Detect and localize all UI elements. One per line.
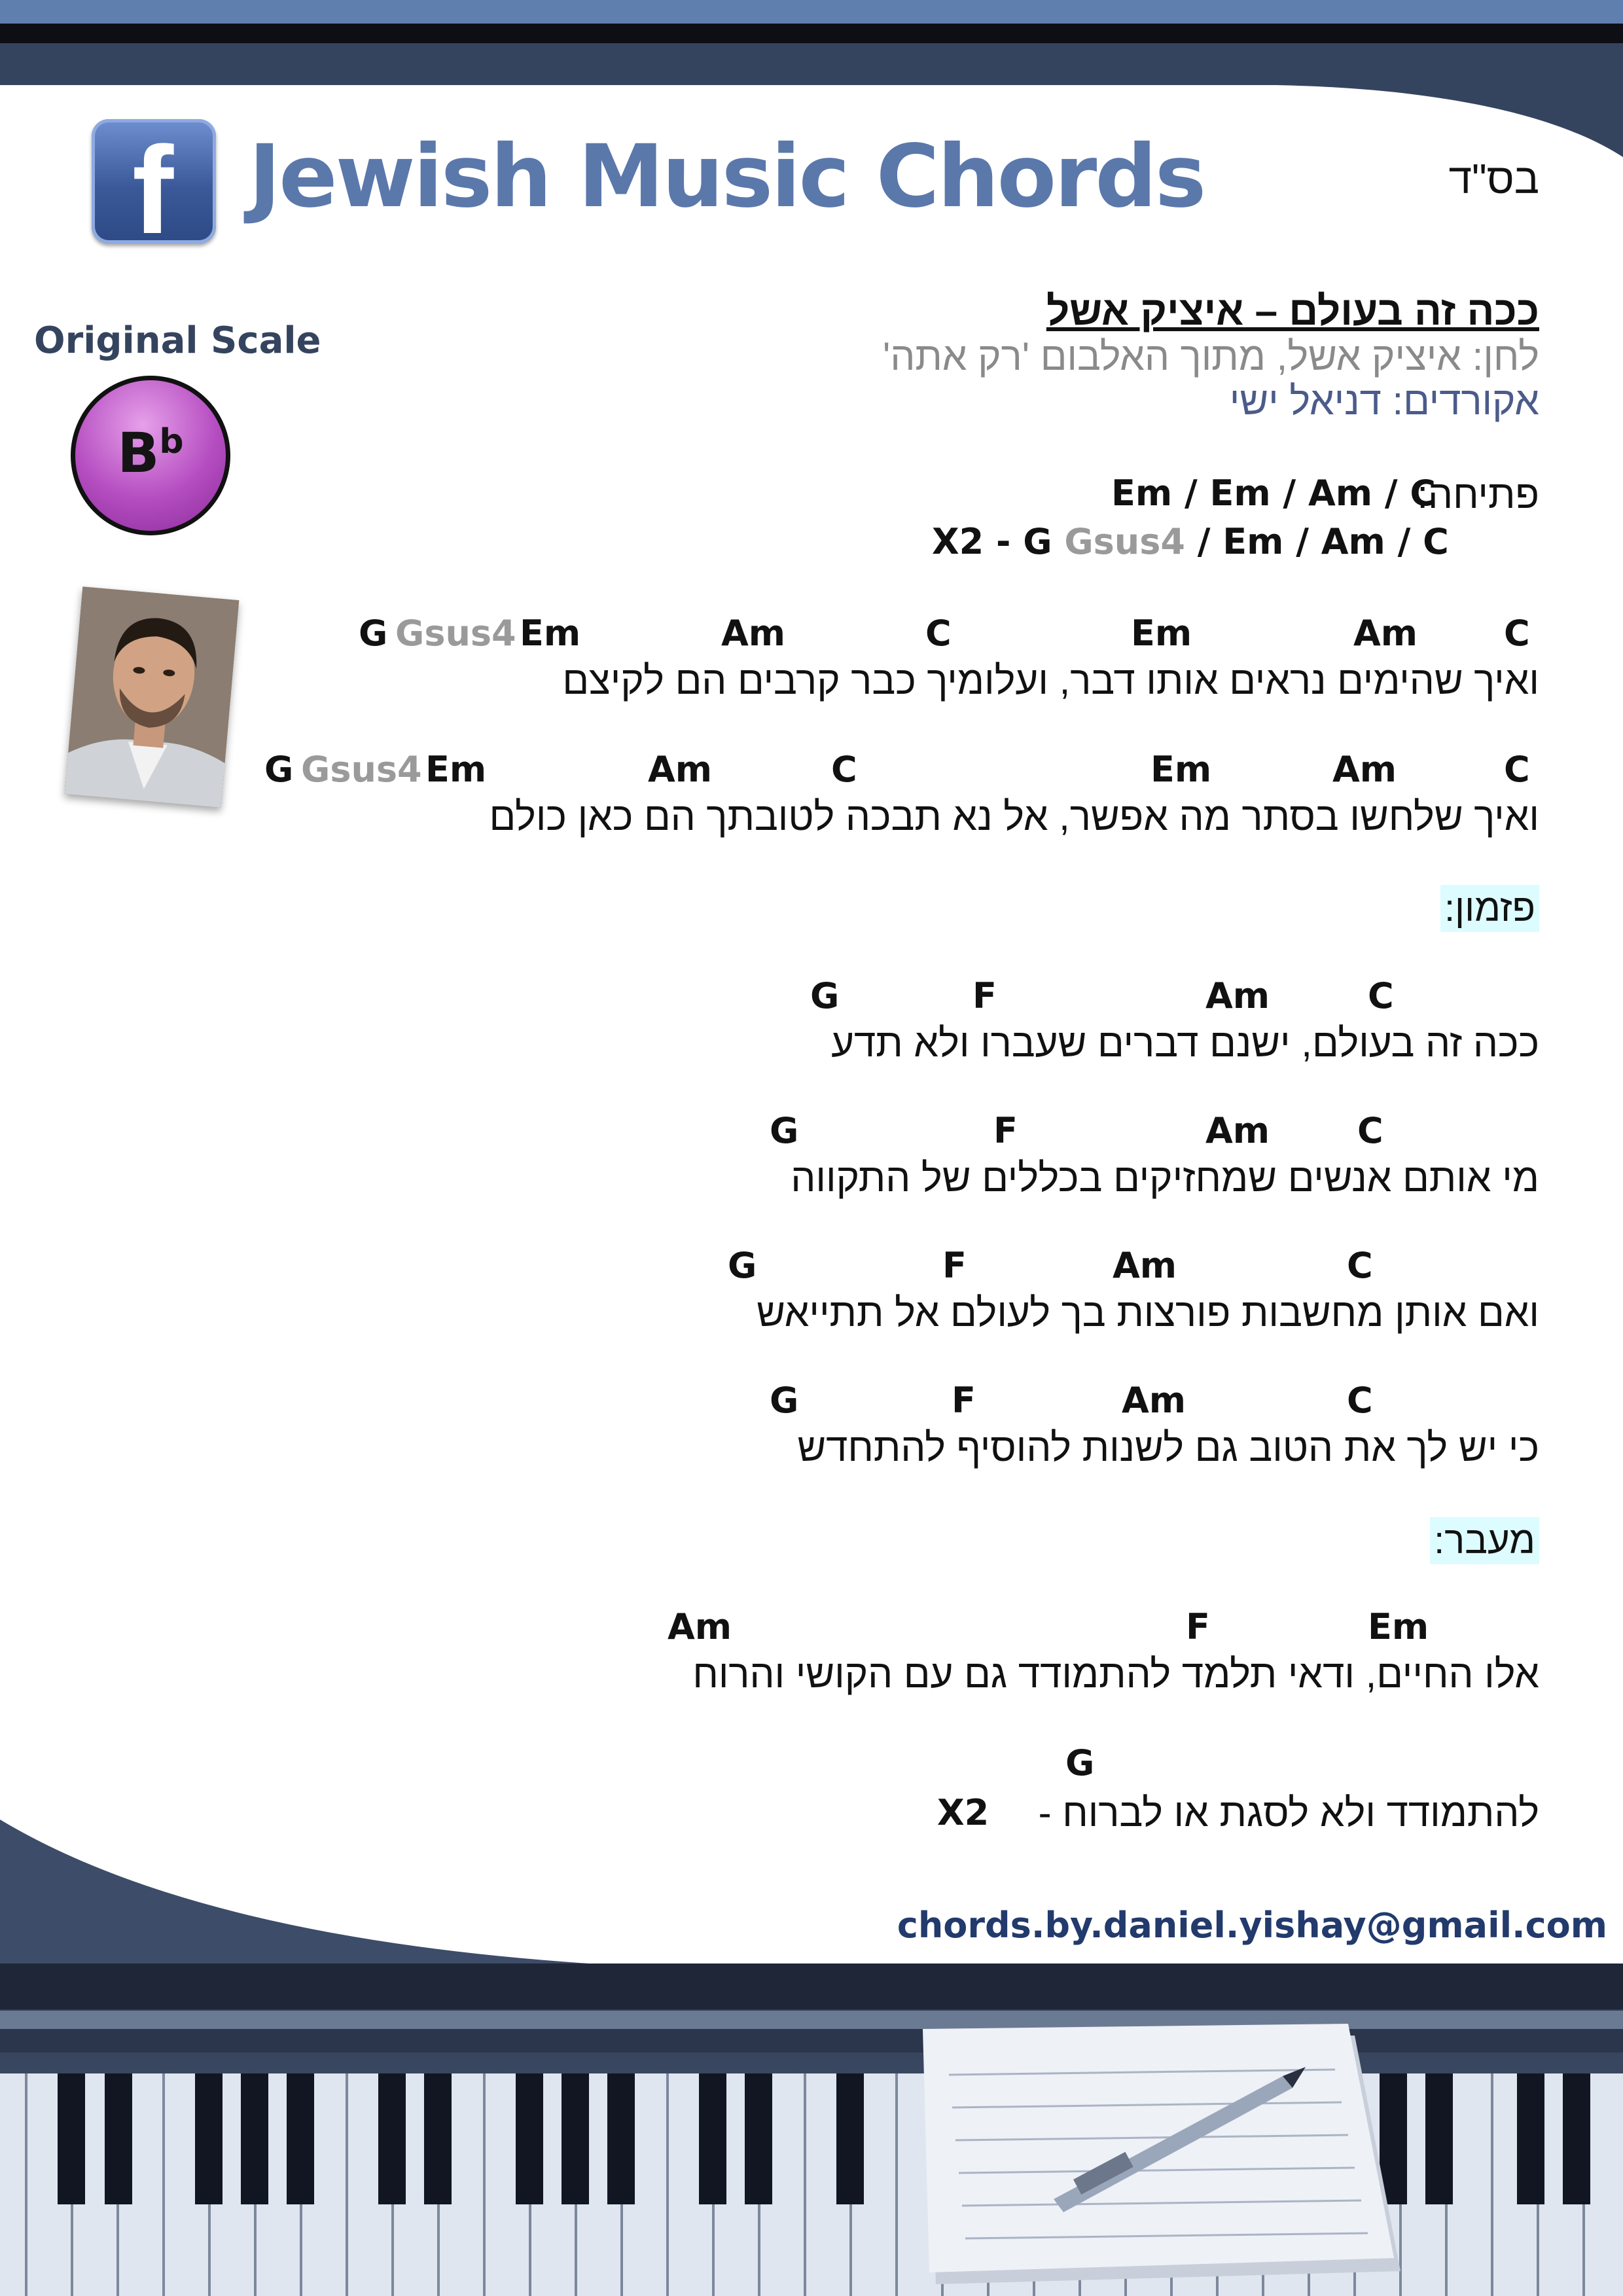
chord: Em: [1150, 749, 1212, 790]
chorus-lyric-4: כי יש לך את הטוב גם לשנות להוסיף להתחדש: [797, 1426, 1539, 1469]
chord: G: [770, 1380, 799, 1421]
bridge-repeat-mark: X2: [937, 1792, 990, 1833]
bsd-mark: בס"ד: [1448, 155, 1539, 202]
piano-image: [0, 1767, 1623, 2296]
chord: F: [993, 1110, 1018, 1151]
chorus-label: פזמון:: [1440, 885, 1539, 932]
song-title: ככה זה בעולם – איציק אשל: [1046, 289, 1539, 334]
chord: Em: [1131, 613, 1192, 654]
chord: Am: [1205, 975, 1270, 1016]
bridge-lyric-1: אלו החיים, ודאי תלמד להתמודד גם עם הקושי והרוח: [692, 1652, 1539, 1696]
chord: G: [770, 1110, 799, 1151]
artist-photo: [65, 586, 240, 808]
chord: C: [1347, 1245, 1373, 1286]
scale-key: [75, 421, 226, 485]
chord: C: [1504, 613, 1530, 654]
original-scale-label: Original Scale: [34, 319, 321, 362]
verse-lyric-2: ואיך שלחשו בסתר מה אפשר, אל נא תבכה לטובתך הם כאן כולם: [489, 795, 1539, 838]
chord: C: [1347, 1380, 1373, 1421]
chord: G: [264, 749, 294, 790]
chord: G: [1065, 1742, 1095, 1784]
chord: Gsus4: [301, 749, 422, 790]
intro-line2-grey-chord: Gsus4: [1064, 521, 1185, 562]
chord: Gsus4: [395, 613, 516, 654]
arranger-line: אקורדים: דניאל ישי: [1229, 379, 1539, 423]
chord: Am: [721, 613, 786, 654]
contact-email-link[interactable]: chords.by.daniel.yishay@gmail.com: [897, 1905, 1607, 1946]
chord: Am: [1205, 1110, 1270, 1151]
composer-line: לחן: איציק אשל, מתוך האלבום 'רק אתה': [882, 334, 1539, 378]
intro-chords-2: [932, 521, 1449, 563]
chord: F: [1186, 1606, 1210, 1647]
scale-note: B: [117, 421, 160, 485]
chord: Am: [1122, 1380, 1186, 1421]
brand-title: Jewish Music Chords: [249, 126, 1205, 227]
chord: Am: [1353, 613, 1418, 654]
chord: Em: [425, 749, 487, 790]
chord: Am: [648, 749, 713, 790]
bridge-lyric-2: להתמודד ולא לסגת או לברוח -: [1038, 1791, 1539, 1835]
chord: C: [831, 749, 857, 790]
chord: G: [810, 975, 840, 1016]
chord: C: [925, 613, 952, 654]
chord: C: [1504, 749, 1530, 790]
facebook-letter: f: [132, 121, 174, 260]
chord: G: [359, 613, 388, 654]
scale-accidental: b: [159, 422, 184, 461]
intro-line2-prefix: X2 - G: [932, 521, 1065, 562]
intro-label: פתיחה:: [1417, 473, 1539, 516]
intro-line2-suffix: / Em / Am / C: [1185, 521, 1449, 562]
scale-badge: [71, 376, 230, 535]
intro-chords-1: Em / Em / Am / C: [1111, 473, 1436, 514]
chord: Am: [1113, 1245, 1177, 1286]
chord: G: [728, 1245, 757, 1286]
chord: C: [1368, 975, 1394, 1016]
chord: Am: [668, 1606, 732, 1647]
bridge-label: מעבר:: [1430, 1517, 1539, 1564]
chord: F: [972, 975, 997, 1016]
chorus-lyric-2: מי אותם אנשים שמחזיקים בכללים של התקווה: [791, 1156, 1539, 1200]
chord: F: [952, 1380, 976, 1421]
chord: C: [1357, 1110, 1383, 1151]
verse-lyric-1: ואיך שהימים נראים אותו דבר, ועלומיך כבר קרבים הם לקיצם: [562, 658, 1539, 702]
chord: Em: [1368, 1606, 1429, 1647]
chord: Em: [520, 613, 581, 654]
chord: Am: [1332, 749, 1397, 790]
facebook-icon[interactable]: [92, 119, 216, 260]
chorus-lyric-1: ככה זה בעולם, ישנם דברים שעברו ולא תדע: [831, 1021, 1539, 1065]
chorus-lyric-3: ואם אותן מחשבות פורצות בך לעולם אל תתייאש: [757, 1291, 1539, 1335]
chord: F: [942, 1245, 967, 1286]
